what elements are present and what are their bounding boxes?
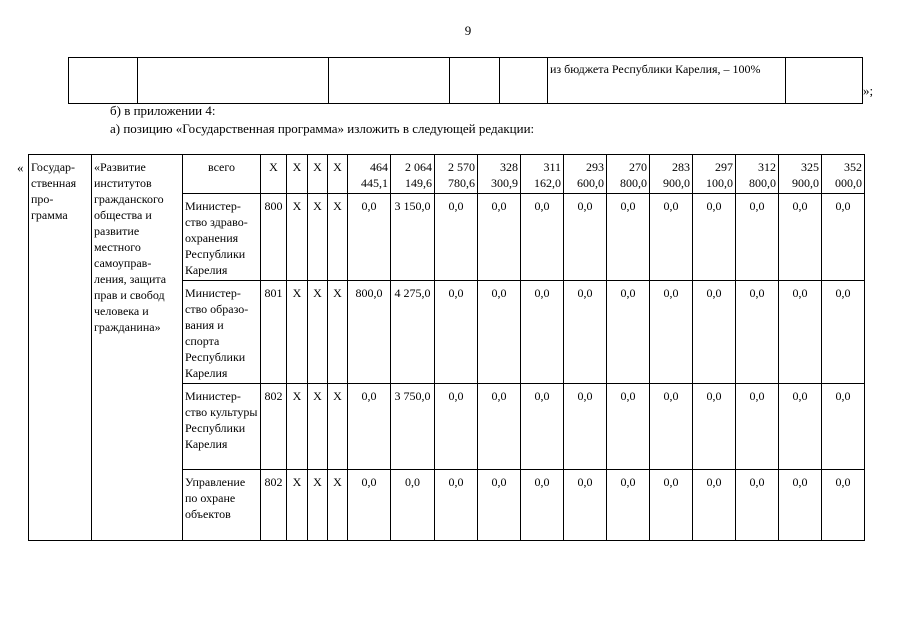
value-cell: 0,0 (391, 470, 435, 541)
code-cell: Х (287, 470, 308, 541)
code-cell: Х (308, 470, 328, 541)
value-cell: 0,0 (607, 281, 650, 384)
table-cell (500, 58, 548, 104)
value-cell: 0,0 (779, 384, 822, 470)
code-cell: Х (308, 281, 328, 384)
table-cell (450, 58, 500, 104)
executor-cell: всего (183, 155, 261, 194)
value-cell: 0,0 (435, 470, 478, 541)
value-cell: 0,0 (521, 281, 564, 384)
amendment-item-b: б) в приложении 4: (110, 103, 216, 118)
value-cell: 0,0 (478, 384, 521, 470)
value-cell: 283 900,0 (650, 155, 693, 194)
value-cell: 328 300,9 (478, 155, 521, 194)
program-table (28, 154, 865, 541)
value-cell: 0,0 (435, 194, 478, 281)
value-cell: 0,0 (779, 470, 822, 541)
code-cell: Х (328, 155, 348, 194)
grbs-cell: Х (261, 155, 287, 194)
value-cell: 0,0 (348, 470, 391, 541)
grbs-cell: 802 (261, 470, 287, 541)
value-cell: 0,0 (564, 194, 607, 281)
value-cell: 0,0 (822, 281, 865, 384)
code-cell: Х (328, 384, 348, 470)
executor-cell: Министер-ство культуры Республики Карелия (183, 384, 261, 470)
value-cell: 0,0 (607, 470, 650, 541)
value-cell: 311 162,0 (521, 155, 564, 194)
value-cell: 0,0 (435, 384, 478, 470)
closing-quote-mark: »; (863, 83, 874, 98)
value-cell: 0,0 (650, 470, 693, 541)
funding-source-cell: из бюджета Республики Карелия, – 100% (548, 58, 786, 104)
value-cell: 0,0 (348, 384, 391, 470)
continued-table-row (68, 57, 863, 104)
value-cell: 0,0 (348, 194, 391, 281)
code-cell: Х (308, 194, 328, 281)
value-cell: 0,0 (693, 384, 736, 470)
value-cell: 0,0 (607, 384, 650, 470)
grbs-cell: 800 (261, 194, 287, 281)
page-number: 9 (464, 23, 472, 38)
value-cell: 0,0 (822, 470, 865, 541)
table-row (29, 155, 865, 194)
executor-cell: Управление по охране объектов (183, 470, 261, 541)
value-cell: 464 445,1 (348, 155, 391, 194)
value-cell: 0,0 (478, 281, 521, 384)
value-cell: 0,0 (779, 194, 822, 281)
value-cell: 0,0 (564, 281, 607, 384)
table-cell (329, 58, 450, 104)
code-cell: Х (287, 384, 308, 470)
executor-cell: Министер-ство образо-вания и спорта Республики Карелия (183, 281, 261, 384)
code-cell: Х (287, 155, 308, 194)
executor-cell: Министер-ство здраво-охранения Республики Карелия (183, 194, 261, 281)
value-cell: 325 900,0 (779, 155, 822, 194)
value-cell: 312 800,0 (736, 155, 779, 194)
value-cell: 352 000,0 (822, 155, 865, 194)
value-cell: 3 750,0 (391, 384, 435, 470)
value-cell: 0,0 (822, 384, 865, 470)
value-cell: 2 570 780,6 (435, 155, 478, 194)
code-cell: Х (308, 155, 328, 194)
value-cell: 0,0 (693, 470, 736, 541)
value-cell: 0,0 (650, 384, 693, 470)
grbs-cell: 802 (261, 384, 287, 470)
value-cell: 270 800,0 (607, 155, 650, 194)
value-cell: 0,0 (693, 194, 736, 281)
value-cell: 0,0 (736, 281, 779, 384)
status-cell: Государ-ственная про-грамма (29, 155, 92, 541)
value-cell: 0,0 (736, 194, 779, 281)
value-cell: 0,0 (736, 470, 779, 541)
value-cell: 3 150,0 (391, 194, 435, 281)
value-cell: 0,0 (779, 281, 822, 384)
value-cell: 0,0 (650, 281, 693, 384)
table-cell (69, 58, 138, 104)
value-cell: 0,0 (607, 194, 650, 281)
value-cell: 0,0 (693, 281, 736, 384)
value-cell: 0,0 (521, 384, 564, 470)
code-cell: Х (328, 194, 348, 281)
value-cell: 0,0 (478, 470, 521, 541)
program-name-cell: «Развитие институтов гражданского общества и развитие местного самоуправ-ления, защита прав и свобод человека и гражданина» (92, 155, 183, 541)
value-cell: 4 275,0 (391, 281, 435, 384)
value-cell: 0,0 (822, 194, 865, 281)
code-cell: Х (328, 470, 348, 541)
value-cell: 297 100,0 (693, 155, 736, 194)
code-cell: Х (308, 384, 328, 470)
value-cell: 2 064 149,6 (391, 155, 435, 194)
value-cell: 0,0 (564, 384, 607, 470)
value-cell: 0,0 (521, 194, 564, 281)
value-cell: 0,0 (736, 384, 779, 470)
value-cell: 0,0 (564, 470, 607, 541)
value-cell: 0,0 (650, 194, 693, 281)
value-cell: 800,0 (348, 281, 391, 384)
table-row (69, 58, 863, 104)
table-cell (786, 58, 863, 104)
grbs-cell: 801 (261, 281, 287, 384)
code-cell: Х (328, 281, 348, 384)
value-cell: 0,0 (478, 194, 521, 281)
code-cell: Х (287, 281, 308, 384)
amendment-item-a: а) позицию «Государственная программа» изложить в следующей редакции: (110, 121, 535, 136)
value-cell: 0,0 (521, 470, 564, 541)
table-cell (138, 58, 329, 104)
value-cell: 293 600,0 (564, 155, 607, 194)
opening-quote-mark: « (17, 160, 24, 175)
code-cell: Х (287, 194, 308, 281)
value-cell: 0,0 (435, 281, 478, 384)
